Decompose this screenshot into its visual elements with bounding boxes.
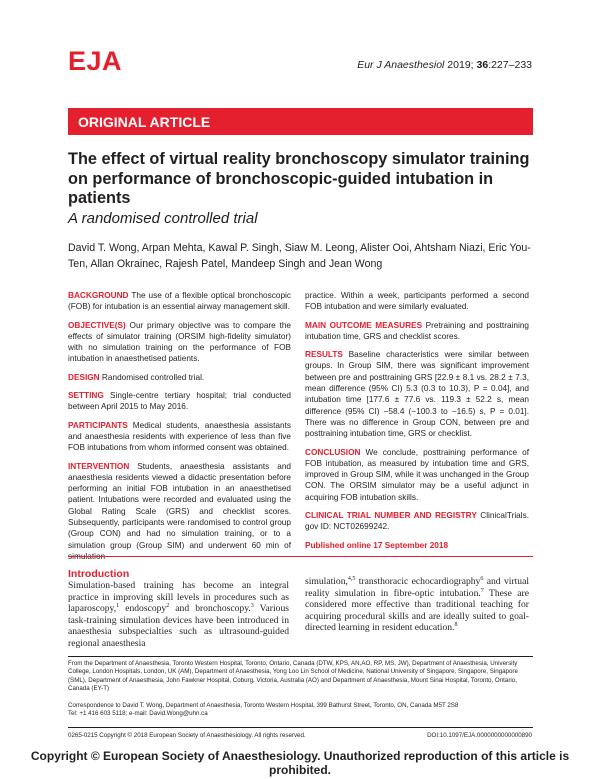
pages: :227–233 [488, 59, 532, 71]
text-background: The use of a flexible optical bronchoscopic (FOB) for intubation is an essential airway management skill. [68, 291, 291, 312]
intro-paragraph-left [68, 580, 289, 650]
intro-text: endoscopy [119, 603, 167, 615]
heading-participants: PARTICIPANTS [68, 420, 128, 430]
article-title: The effect of virtual reality bronchoscopy simulator training on performance of bronchoscopic-guided intubation in patients [68, 150, 530, 207]
heading-conclusion: CONCLUSION [305, 447, 361, 457]
section-label: ORIGINAL ARTICLE [78, 114, 211, 130]
intro-text: and virtual reality simulation in fibre-optic intubation. [305, 576, 529, 599]
intro-text: These are considered more effective than traditional teaching for acquiring procedural skills and are ideally suited to goal-directed learning in resident education. [305, 587, 530, 634]
volume: 36 [476, 59, 489, 71]
intro-paragraph-right [305, 576, 529, 634]
article-subtitle: A randomised controlled trial [68, 210, 258, 227]
correspondence: Correspondence to David T. Wong, Department of Anaesthesia, Toronto Western Hospital, 399 Bathurst Street, Toronto, ON, Canada M5T 2S8 [68, 702, 459, 709]
bottom-rule [68, 727, 533, 728]
citation-ref[interactable]: 2 [166, 603, 170, 609]
heading-design: DESIGN [68, 372, 100, 382]
abstract-participants [68, 420, 291, 454]
abstract-registry [305, 510, 529, 533]
heading-results: RESULTS [305, 350, 343, 360]
abstract-intervention-cont: practice. Within a week, participants performed a second FOB intubation and were similarly evaluated. [305, 291, 529, 312]
affiliations: From the Department of Anaesthesia, Toronto Western Hospital, Toronto, Ontario, Canada (DTW, KPS, AN,AO, RP, MS, JW), Department of Anaesthesia, University College, London Hospitals, London, UK (AM), Department of Anaesthesia, Yong Loo Lin School of Medicine, National University of Singapore, Singapore, Singapore (SML), Department of Anaesthesia, John Fawkner Hospital, Coburg, Victoria, Australia (AO) and Department of Anaesthesia, Mount Sinai Hospital, Toronto, Ontario, Canada (EY-T) [68, 660, 518, 693]
heading-background: BACKGROUND [68, 291, 129, 300]
citation-ref[interactable]: 8 [454, 622, 458, 629]
heading-outcome: MAIN OUTCOME MEASURES [305, 320, 423, 330]
doi[interactable]: DOI:10.1097/EJA.0000000000000890 [427, 732, 532, 739]
heading-objectives: OBJECTIVE(S) [68, 320, 126, 330]
text-setting: Single-centre tertiary hospital; trial conducted between April 2015 to May 2016. [68, 391, 291, 412]
footnote-rule [68, 656, 533, 657]
section-divider [68, 556, 533, 557]
abstract-column-left [68, 290, 291, 569]
issn-copyright: 0265-0215 Copyright © 2018 European Society of Anaesthesiology. All rights reserved. [68, 732, 306, 739]
abstract-background [68, 290, 291, 313]
contact-info: Tel: +1 416 603 5118; e-mail: David.Wong@uhn.ca [68, 710, 208, 717]
intro-text: and bronchoscopy. [169, 603, 251, 615]
published-online: Published online 17 September 2018 [305, 540, 449, 550]
section-banner [68, 108, 533, 135]
abstract-intervention [68, 461, 291, 563]
heading-registry: CLINICAL TRIAL NUMBER AND REGISTRY [305, 511, 477, 521]
intro-text: Various task-training simulation devices have been introduced in anaesthesia subspecialties such as ultrasound-guided regional anaesthesia [68, 603, 289, 649]
citation-ref[interactable]: 6 [480, 575, 484, 582]
abstract-outcome [305, 320, 529, 343]
heading-setting: SETTING [68, 391, 104, 401]
text-outcome: Pretraining and posttraining intubation time, GRS and checklist scores. [305, 320, 529, 341]
intro-text: simulation, [305, 576, 348, 587]
copyright-notice: Copyright © European Society of Anaesthesiology. Unauthorized reproduction of this article is prohibited. [30, 749, 570, 777]
abstract-design [68, 372, 291, 383]
abstract-setting [68, 390, 291, 413]
year: 2019; [444, 59, 477, 71]
text-registry: ClinicalTrials. gov ID: NCT02699242. [305, 511, 529, 532]
heading-intervention: INTERVENTION [68, 461, 130, 471]
intro-heading: Introduction [68, 568, 130, 580]
abstract-conclusion [305, 447, 529, 503]
abstract-results [305, 349, 529, 439]
text-objectives: Our primary objective was to compare the effects of simulator training (ORSIM high-fidelity simulator) with no simulation training on the performance of FOB intubation in anaesthetised patients. [68, 320, 291, 364]
text-intervention: Students, anaesthesia assistants and anaesthesia residents viewed a didactic presentation before performing an initial FOB intubation in an anaesthetised patient. Intubations were recorded and evaluated using the Global Rating Scale (GRS) and checklist scores. Subsequently, participants were randomised to control group (Group CON) and had no simulation training, or to a simulation group (Group SIM) and underwent 60 min of [68, 461, 291, 550]
abstract-column-right [305, 290, 529, 558]
citation [357, 59, 532, 71]
citation-ref[interactable]: 3 [250, 603, 254, 609]
intro-text: transthoracic echocardiography [355, 576, 481, 587]
journal-name: Eur J Anaesthesiol [357, 59, 445, 71]
text-conclusion: We conclude, posttraining performance of FOB intubation, as measured by intubation time and GRS, improved in Group SIM, while it was unchanged in the Group CON. The ORSIM simulator may be a useful adjunct in acquiring FOB intubation skills. [305, 447, 529, 502]
citation-ref[interactable]: 7 [480, 587, 484, 594]
citation-ref[interactable]: 4,5 [347, 575, 356, 582]
intro-text: Simulation-based training has become an integral practice in improving skill levels in procedures such as laparoscopy, [68, 580, 289, 615]
journal-logo: EJA [68, 46, 123, 76]
text-participants: Medical students, anaesthesia assistants and anaesthesia residents with experience of less than five FOB intubations from whom informed consent was obtained. [68, 420, 291, 453]
author-list: David T. Wong, Arpan Mehta, Kawal P. Singh, Siaw M. Leong, Alister Ooi, Ahtsham Niazi, Eric You-Ten, Allan Okrainec, Rajesh Patel, Mandeep Singh and Jean Wong [68, 242, 531, 270]
citation-ref[interactable]: 1 [116, 603, 120, 609]
text-design: Randomised controlled trial. [99, 372, 205, 382]
text-results: Baseline characteristics were similar between groups. In Group SIM, there was significant improvement between pre and posttraining GRS [22.9 ± 8.1 vs. 28.2 ± 7.3, mean difference (95% CI) 5.3 (0.3 to 10.3), P = 0.04], and intubation time [177.6 ± 77.6 vs. 119.3 ± 52.2 s, mean difference (95% CI) −58.4 (−100.3 to −16.5) s, P = 0.01]. There was no difference in Group CON, between pre and posttraining intubation time, GRS or checklist. [305, 350, 529, 439]
abstract-objectives [68, 320, 291, 365]
